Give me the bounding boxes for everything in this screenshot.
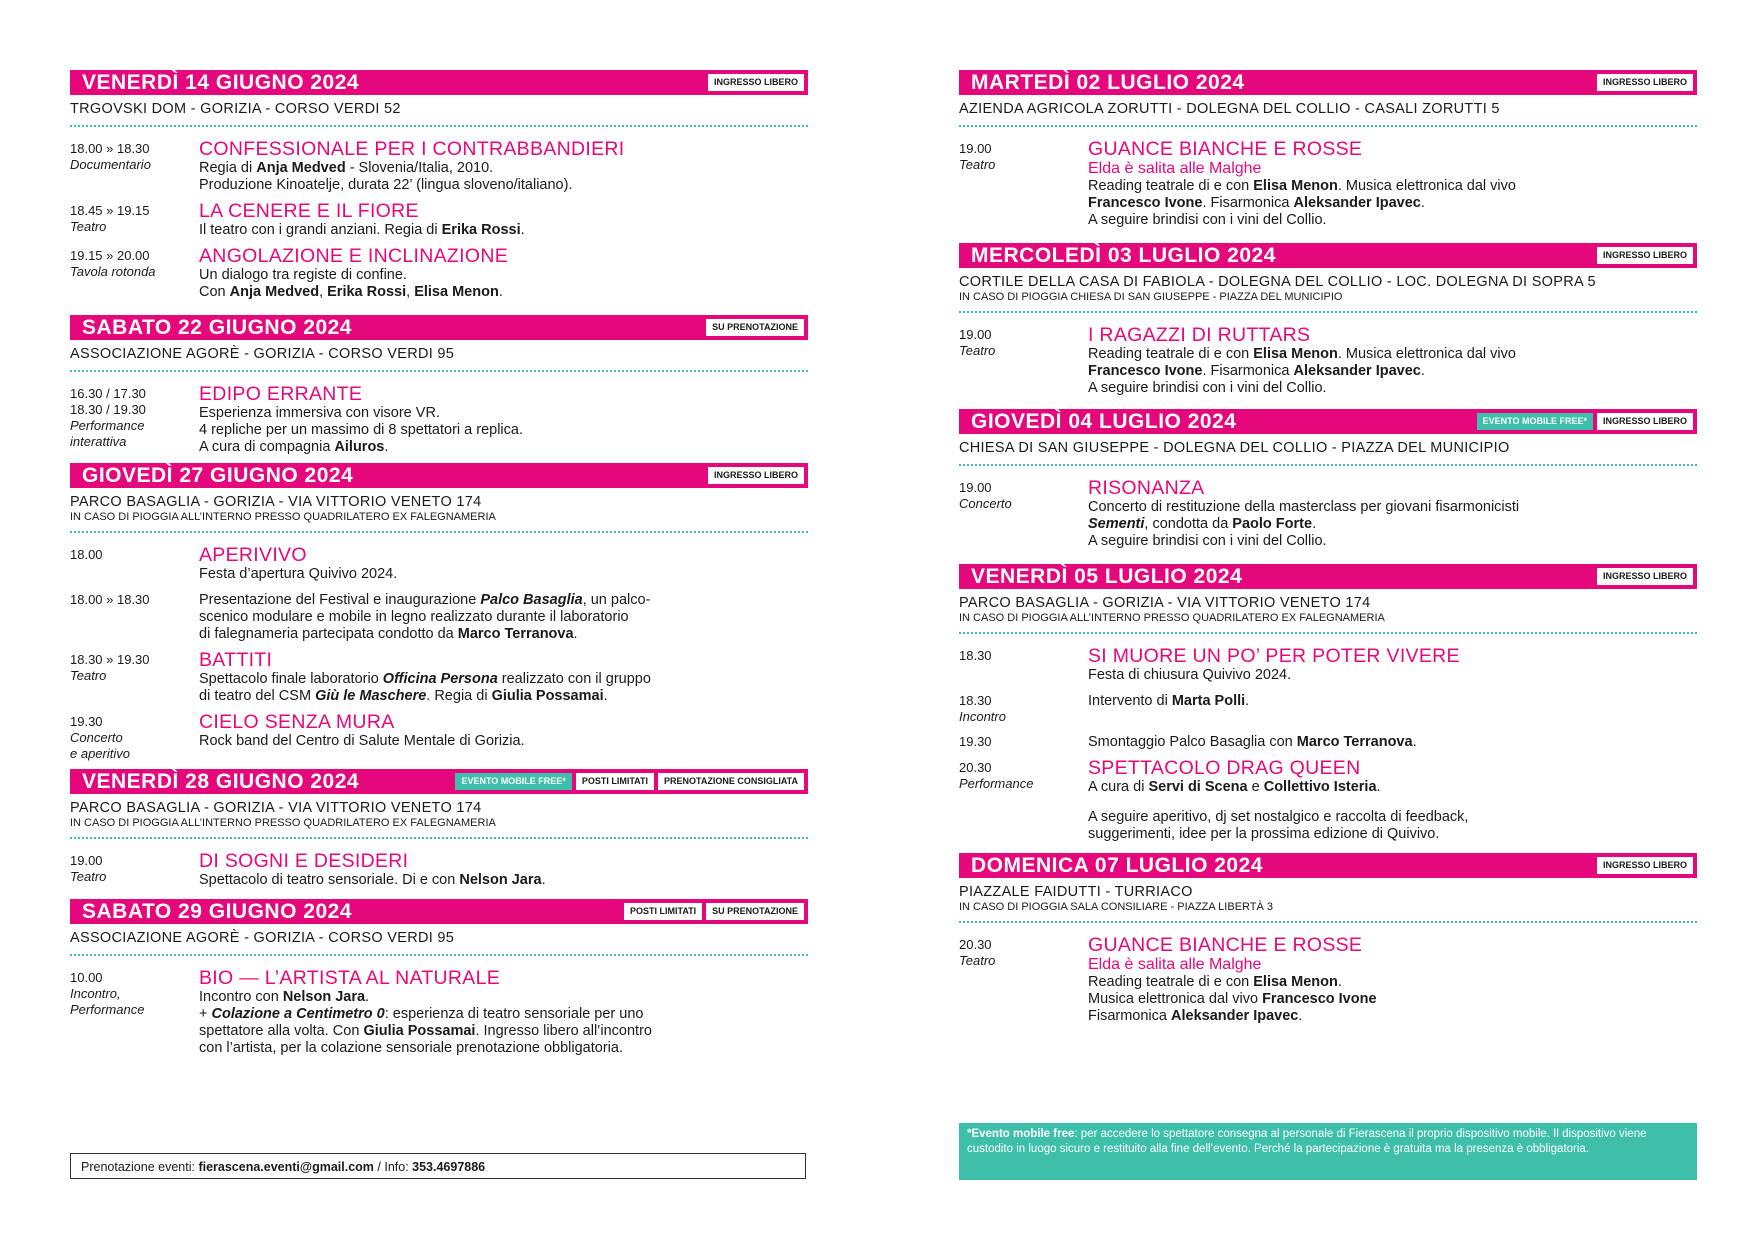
event-kind: Performance <box>959 776 1034 791</box>
event-description: Spettacolo finale laboratorio Officina Persona realizzato con il gruppo <box>199 671 651 687</box>
day-title: MERCOLEDÌ 03 LUGLIO 2024 <box>971 244 1276 267</box>
event-description: Produzione Kinoatelje, durata 22’ (lingua sloveno/italiano). <box>199 177 573 193</box>
event-time-block <box>959 732 1088 751</box>
event-kind: Teatro <box>959 953 996 968</box>
event-description: Festa d’apertura Quivivo 2024. <box>199 566 398 582</box>
day-block <box>959 409 1697 550</box>
event-description: Rock band del Centro di Salute Mentale di Gorizia. <box>199 733 525 749</box>
event-description: Un dialogo tra registe di confine. <box>199 267 407 283</box>
event-description: Musica elettronica dal vivo Francesco Ivone <box>1088 991 1377 1007</box>
event-body <box>199 545 808 583</box>
day-block <box>70 769 808 889</box>
day-title: SABATO 29 GIUGNO 2024 <box>82 900 352 923</box>
event-body <box>199 590 808 643</box>
day-block <box>959 564 1697 843</box>
status-badge: EVENTO MOBILE FREE* <box>455 773 571 790</box>
status-badge: EVENTO MOBILE FREE* <box>1477 413 1593 430</box>
event-description: Reading teatrale di e con Elisa Menon. <box>1088 974 1342 990</box>
event-row <box>70 851 808 889</box>
day-title: DOMENICA 07 LUGLIO 2024 <box>971 854 1263 877</box>
event-time: 18.00 » 18.30 <box>70 141 150 156</box>
event-description: 4 repliche per un massimo di 8 spettatori a replica. <box>199 422 523 438</box>
event-body <box>199 201 808 239</box>
event-time: 18.00 » 18.30 <box>70 592 150 607</box>
day-title: SABATO 22 GIUGNO 2024 <box>82 316 352 339</box>
event-title: DI SOGNI E DESIDERI <box>199 850 409 872</box>
event-row <box>959 478 1697 550</box>
badge-group <box>1597 247 1693 264</box>
event-row <box>959 139 1697 229</box>
event-description: Francesco Ivone. Fisarmonica Aleksander Ipavec. <box>1088 363 1425 379</box>
event-time: 20.30 <box>959 937 992 952</box>
event-description: Fisarmonica Aleksander Ipavec. <box>1088 1008 1303 1024</box>
rain-note: IN CASO DI PIOGGIA ALL’INTERNO PRESSO QUADRILATERO EX FALEGNAMERIA <box>70 511 496 523</box>
event-row <box>70 712 808 762</box>
event-time: 19.00 <box>959 480 992 495</box>
event-row <box>959 732 1697 751</box>
event-row <box>70 139 808 194</box>
dotted-divider <box>959 125 1697 127</box>
event-kind: Documentario <box>70 157 151 172</box>
event-title: I RAGAZZI DI RUTTARS <box>1088 324 1311 346</box>
day-block <box>70 315 808 456</box>
event-time-block <box>70 246 199 301</box>
venue: PARCO BASAGLIA - GORIZIA - VIA VITTORIO VENETO 174 <box>70 494 482 510</box>
event-row <box>959 758 1697 843</box>
event-time-block <box>70 968 199 1057</box>
event-time-block <box>959 646 1088 684</box>
event-title: RISONANZA <box>1088 477 1205 499</box>
event-description: suggerimenti, idee per la prossima edizione di Quivivo. <box>1088 826 1440 842</box>
event-time: 18.00 <box>70 547 103 562</box>
dotted-divider <box>959 311 1697 313</box>
event-kind: Teatro <box>70 219 107 234</box>
event-kind: Teatro <box>959 343 996 358</box>
event-body <box>199 139 808 194</box>
event-description: Francesco Ivone. Fisarmonica Aleksander Ipavec. <box>1088 195 1425 211</box>
event-title: CONFESSIONALE PER I CONTRABBANDIERI <box>199 138 625 160</box>
event-time-block <box>70 712 199 762</box>
event-row <box>70 246 808 301</box>
event-body <box>199 384 808 456</box>
event-body <box>1088 646 1697 684</box>
event-description: Incontro con Nelson Jara. <box>199 989 370 1005</box>
venue: PARCO BASAGLIA - GORIZIA - VIA VITTORIO VENETO 174 <box>959 595 1371 611</box>
rain-note: IN CASO DI PIOGGIA ALL’INTERNO PRESSO QUADRILATERO EX FALEGNAMERIA <box>70 817 496 829</box>
event-time: 10.00 <box>70 970 103 985</box>
booking-info-text: Prenotazione eventi: fierascena.eventi@gmail.com / Info: 353.4697886 <box>81 1160 486 1174</box>
rain-note: IN CASO DI PIOGGIA CHIESA DI SAN GIUSEPPE - PIAZZA DEL MUNICIPIO <box>959 291 1343 303</box>
event-time: 19.00 <box>959 327 992 342</box>
event-time-block <box>959 325 1088 397</box>
rain-note: IN CASO DI PIOGGIA SALA CONSILIARE - PIAZZA LIBERTÀ 3 <box>959 901 1274 913</box>
badge-group <box>708 467 804 484</box>
dotted-divider <box>959 464 1697 466</box>
event-body <box>199 650 808 705</box>
event-description: + Colazione a Centimetro 0: esperienza di teatro sensoriale per uno <box>199 1006 644 1022</box>
mobile-free-note <box>959 1123 1697 1180</box>
venue: PARCO BASAGLIA - GORIZIA - VIA VITTORIO VENETO 174 <box>70 800 482 816</box>
badge-group <box>1597 568 1693 585</box>
event-time: 18.45 » 19.15 <box>70 203 150 218</box>
event-row <box>70 545 808 583</box>
event-body <box>1088 478 1697 550</box>
event-subtitle: Elda è salita alle Malghe <box>1088 160 1262 177</box>
right-column <box>959 70 1697 1032</box>
booking-info <box>70 1153 806 1179</box>
day-header <box>959 409 1697 434</box>
day-title: MARTEDÌ 02 LUGLIO 2024 <box>971 71 1245 94</box>
event-body <box>199 712 808 762</box>
event-time-block <box>70 590 199 643</box>
event-description: Esperienza immersiva con visore VR. <box>199 405 440 421</box>
status-badge: SU PRENOTAZIONE <box>706 903 804 920</box>
event-row <box>959 325 1697 397</box>
event-time-block <box>70 650 199 705</box>
event-row <box>70 650 808 705</box>
event-description: A cura di compagnia Ailuros. <box>199 439 389 455</box>
event-body <box>199 968 808 1057</box>
day-block <box>959 70 1697 229</box>
day-block <box>70 70 808 301</box>
badge-group <box>1477 413 1693 430</box>
event-description: A seguire aperitivo, dj set nostalgico e raccolta di feedback, <box>1088 809 1469 825</box>
event-description: A seguire brindisi con i vini del Collio. <box>1088 380 1327 396</box>
status-badge: PRENOTAZIONE CONSIGLIATA <box>658 773 804 790</box>
status-badge: INGRESSO LIBERO <box>1597 74 1693 91</box>
day-title: VENERDÌ 05 LUGLIO 2024 <box>971 565 1243 588</box>
event-time: 19.00 <box>70 853 103 868</box>
rain-note: IN CASO DI PIOGGIA ALL’INTERNO PRESSO QUADRILATERO EX FALEGNAMERIA <box>959 612 1385 624</box>
left-column <box>70 70 808 1064</box>
venue: AZIENDA AGRICOLA ZORUTTI - DOLEGNA DEL COLLIO - CASALI ZORUTTI 5 <box>959 101 1500 117</box>
event-body <box>1088 139 1697 229</box>
event-description: Reading teatrale di e con Elisa Menon. Musica elettronica dal vivo <box>1088 346 1516 362</box>
badge-group <box>1597 857 1693 874</box>
dotted-divider <box>959 921 1697 923</box>
day-block <box>959 853 1697 1025</box>
event-body <box>199 246 808 301</box>
day-header <box>70 463 808 488</box>
event-description: Presentazione del Festival e inaugurazione Palco Basaglia, un palco- <box>199 592 651 608</box>
day-header <box>959 564 1697 589</box>
event-row <box>70 968 808 1057</box>
event-row <box>70 201 808 239</box>
venue: CORTILE DELLA CASA DI FABIOLA - DOLEGNA DEL COLLIO - LOC. DOLEGNA DI SOPRA 5 <box>959 274 1596 290</box>
event-time: 19.00 <box>959 141 992 156</box>
event-title: BATTITI <box>199 649 273 671</box>
event-subtitle: Elda è salita alle Malghe <box>1088 956 1262 973</box>
badge-group <box>455 773 804 790</box>
venue: ASSOCIAZIONE AGORÈ - GORIZIA - CORSO VERDI 95 <box>70 346 455 362</box>
event-title: BIO — L’ARTISTA AL NATURALE <box>199 967 501 989</box>
day-header <box>959 243 1697 268</box>
event-title: APERIVIVO <box>199 544 307 566</box>
day-title: VENERDÌ 14 GIUGNO 2024 <box>82 71 360 94</box>
day-title: GIOVEDÌ 27 GIUGNO 2024 <box>82 464 354 487</box>
event-body <box>199 851 808 889</box>
event-time-block <box>959 478 1088 550</box>
dotted-divider <box>70 531 808 533</box>
event-body <box>1088 732 1697 751</box>
event-description: Intervento di Marta Polli. <box>1088 693 1250 709</box>
event-kind: Concerto e aperitivo <box>70 730 130 761</box>
event-title: GUANCE BIANCHE E ROSSE <box>1088 934 1363 956</box>
event-row <box>70 590 808 643</box>
status-badge: POSTI LIMITATI <box>624 903 702 920</box>
event-description: scenico modulare e mobile in legno realizzato durante il laboratorio <box>199 609 629 625</box>
dotted-divider <box>70 370 808 372</box>
event-kind: Teatro <box>70 869 107 884</box>
status-badge: INGRESSO LIBERO <box>1597 568 1693 585</box>
day-block <box>70 463 808 762</box>
event-row <box>70 384 808 456</box>
event-title: GUANCE BIANCHE E ROSSE <box>1088 138 1363 160</box>
event-description: Smontaggio Palco Basaglia con Marco Terranova. <box>1088 734 1417 750</box>
badge-group <box>1597 74 1693 91</box>
event-time-block <box>70 545 199 583</box>
badge-group <box>624 903 804 920</box>
dotted-divider <box>70 125 808 127</box>
day-header <box>959 70 1697 95</box>
event-time: 18.30 <box>959 693 992 708</box>
event-time-block <box>959 935 1088 1025</box>
dotted-divider <box>70 837 808 839</box>
status-badge: INGRESSO LIBERO <box>1597 247 1693 264</box>
event-body <box>1088 758 1697 843</box>
day-header <box>70 899 808 924</box>
event-time-block <box>70 851 199 889</box>
event-body <box>1088 935 1697 1025</box>
badge-group <box>708 74 804 91</box>
event-description: A seguire brindisi con i vini del Collio. <box>1088 212 1327 228</box>
event-description: Festa di chiusura Quivivo 2024. <box>1088 667 1292 683</box>
event-time: 16.30 / 17.30 18.30 / 19.30 <box>70 386 146 417</box>
dotted-divider <box>70 954 808 956</box>
day-title: GIOVEDÌ 04 LUGLIO 2024 <box>971 410 1237 433</box>
event-row <box>959 935 1697 1025</box>
status-badge: INGRESSO LIBERO <box>708 467 804 484</box>
day-title: VENERDÌ 28 GIUGNO 2024 <box>82 770 360 793</box>
event-time-block <box>70 139 199 194</box>
day-header <box>70 70 808 95</box>
venue: ASSOCIAZIONE AGORÈ - GORIZIA - CORSO VERDI 95 <box>70 930 455 946</box>
event-description: con l’artista, per la colazione sensoriale prenotazione obbligatoria. <box>199 1040 623 1056</box>
event-time-block <box>959 691 1088 725</box>
event-description: Regia di Anja Medved - Slovenia/Italia, 2010. <box>199 160 494 176</box>
event-description: di falegnameria partecipata condotto da Marco Terranova. <box>199 626 578 642</box>
event-description: di teatro del CSM Giù le Maschere. Regia di Giulia Possamai. <box>199 688 608 704</box>
day-header <box>70 315 808 340</box>
day-header <box>70 769 808 794</box>
event-title: CIELO SENZA MURA <box>199 711 395 733</box>
event-title: SPETTACOLO DRAG QUEEN <box>1088 757 1361 779</box>
event-kind: Tavola rotonda <box>70 264 156 279</box>
event-kind: Teatro <box>70 668 107 683</box>
event-time-block <box>959 758 1088 843</box>
event-description: Spettacolo di teatro sensoriale. Di e con Nelson Jara. <box>199 872 546 888</box>
event-time: 20.30 <box>959 760 992 775</box>
mobile-free-note-text: *Evento mobile free: per accedere lo spettatore consegna al personale di Fierascena il proprio dispositivo mobile. Il dispositivo viene custodito in luogo sicuro e restituito alla fine dell’evento. Perché la partecipazione è gratuita ma la presenza è obbligatoria. <box>967 1128 1647 1155</box>
event-description: Concerto di restituzione della masterclass per giovani fisarmonicisti <box>1088 499 1520 515</box>
venue: PIAZZALE FAIDUTTI - TURRIACO <box>959 884 1193 900</box>
venue: CHIESA DI SAN GIUSEPPE - DOLEGNA DEL COLLIO - PIAZZA DEL MUNICIPIO <box>959 440 1510 456</box>
status-badge: INGRESSO LIBERO <box>1597 857 1693 874</box>
event-kind: Performance interattiva <box>70 418 145 449</box>
event-title: LA CENERE E IL FIORE <box>199 200 419 222</box>
event-time: 19.30 <box>70 714 103 729</box>
event-time: 19.15 » 20.00 <box>70 248 150 263</box>
badge-group <box>706 319 804 336</box>
event-description: A cura di Servi di Scena e Collettivo Isteria. <box>1088 779 1381 795</box>
event-time-block <box>959 139 1088 229</box>
event-time: 18.30 » 19.30 <box>70 652 150 667</box>
event-description: A seguire brindisi con i vini del Collio. <box>1088 533 1327 549</box>
event-title: ANGOLAZIONE E INCLINAZIONE <box>199 245 509 267</box>
event-description: Reading teatrale di e con Elisa Menon. Musica elettronica dal vivo <box>1088 178 1516 194</box>
event-description: Sementi, condotta da Paolo Forte. <box>1088 516 1317 532</box>
event-kind: Incontro <box>959 709 1006 724</box>
event-time-block <box>70 384 199 456</box>
event-description: spettatore alla volta. Con Giulia Possamai. Ingresso libero all’incontro <box>199 1023 652 1039</box>
dotted-divider <box>959 632 1697 634</box>
day-header <box>959 853 1697 878</box>
event-description <box>1088 796 1697 809</box>
venue: TRGOVSKI DOM - GORIZIA - CORSO VERDI 52 <box>70 101 401 117</box>
event-row <box>959 646 1697 684</box>
event-title: SI MUORE UN PO’ PER POTER VIVERE <box>1088 645 1460 667</box>
status-badge: SU PRENOTAZIONE <box>706 319 804 336</box>
event-time: 19.30 <box>959 734 992 749</box>
event-time-block <box>70 201 199 239</box>
status-badge: POSTI LIMITATI <box>576 773 654 790</box>
event-description: Il teatro con i grandi anziani. Regia di Erika Rossi. <box>199 222 525 238</box>
event-row <box>959 691 1697 725</box>
status-badge: INGRESSO LIBERO <box>1597 413 1693 430</box>
event-kind: Incontro, Performance <box>70 986 145 1017</box>
event-title: EDIPO ERRANTE <box>199 383 363 405</box>
event-time: 18.30 <box>959 648 992 663</box>
event-body <box>1088 325 1697 397</box>
day-block <box>70 899 808 1057</box>
event-kind: Concerto <box>959 496 1012 511</box>
event-description: Con Anja Medved, Erika Rossi, Elisa Menon. <box>199 284 503 300</box>
status-badge: INGRESSO LIBERO <box>708 74 804 91</box>
event-kind: Teatro <box>959 157 996 172</box>
event-body <box>1088 691 1697 725</box>
day-block <box>959 243 1697 397</box>
